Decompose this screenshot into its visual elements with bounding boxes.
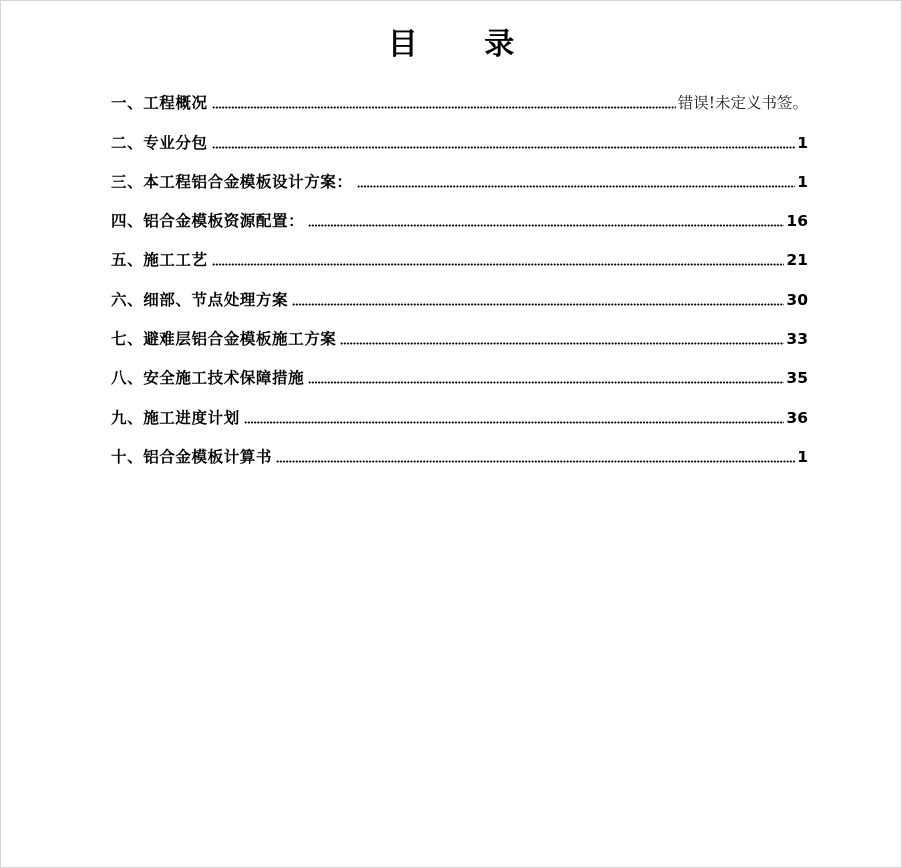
toc-entry-page: 1	[797, 133, 808, 152]
toc-entry-label: 二、专业分包	[111, 133, 208, 152]
toc-entry[interactable]	[111, 81, 808, 120]
toc-entry-page: 33	[786, 330, 808, 349]
toc-entry[interactable]	[111, 120, 808, 159]
toc-entry-page: 1	[797, 172, 808, 191]
toc-entry-page: 1	[797, 447, 808, 466]
toc-entry[interactable]	[111, 277, 808, 316]
toc-dot-leader	[212, 146, 796, 149]
toc-dot-leader	[292, 303, 784, 306]
toc-entry[interactable]	[111, 395, 808, 434]
toc-entry-label: 六、细部、节点处理方案	[111, 290, 289, 309]
toc-dot-leader	[308, 381, 784, 384]
toc-dot-leader	[340, 342, 784, 345]
toc-dot-leader	[244, 421, 785, 424]
toc-entry[interactable]	[111, 160, 808, 199]
table-of-contents	[111, 81, 808, 474]
toc-entry-page: 30	[786, 290, 808, 309]
toc-entry-label: 一、工程概况	[111, 94, 208, 113]
toc-entry-label: 五、施工工艺	[111, 251, 208, 270]
toc-entry[interactable]	[111, 317, 808, 356]
toc-entry-page-error: 错误!未定义书签。	[677, 94, 808, 113]
toc-dot-leader	[212, 106, 676, 109]
toc-entry-label: 九、施工进度计划	[111, 408, 240, 427]
toc-entry-page: 21	[786, 251, 808, 270]
toc-dot-leader	[212, 263, 785, 266]
toc-entry[interactable]	[111, 238, 808, 277]
toc-entry-page: 35	[786, 369, 808, 388]
toc-entry-label: 十、铝合金模板计算书	[111, 447, 273, 466]
toc-entry-label: 三、本工程铝合金模板设计方案：	[111, 172, 353, 191]
toc-entry-label: 七、避难层铝合金模板施工方案	[111, 330, 337, 349]
toc-dot-leader	[357, 185, 796, 188]
toc-entry-label: 八、安全施工技术保障措施	[111, 369, 305, 388]
page-title: 目 录	[387, 27, 543, 62]
toc-dot-leader	[276, 460, 795, 463]
toc-entry[interactable]	[111, 199, 808, 238]
toc-dot-leader	[308, 224, 784, 227]
toc-entry-label: 四、铝合金模板资源配置：	[111, 212, 305, 231]
toc-entry-page: 36	[786, 408, 808, 427]
toc-entry[interactable]	[111, 435, 808, 474]
toc-entry[interactable]	[111, 356, 808, 395]
toc-entry-page: 16	[786, 212, 808, 231]
